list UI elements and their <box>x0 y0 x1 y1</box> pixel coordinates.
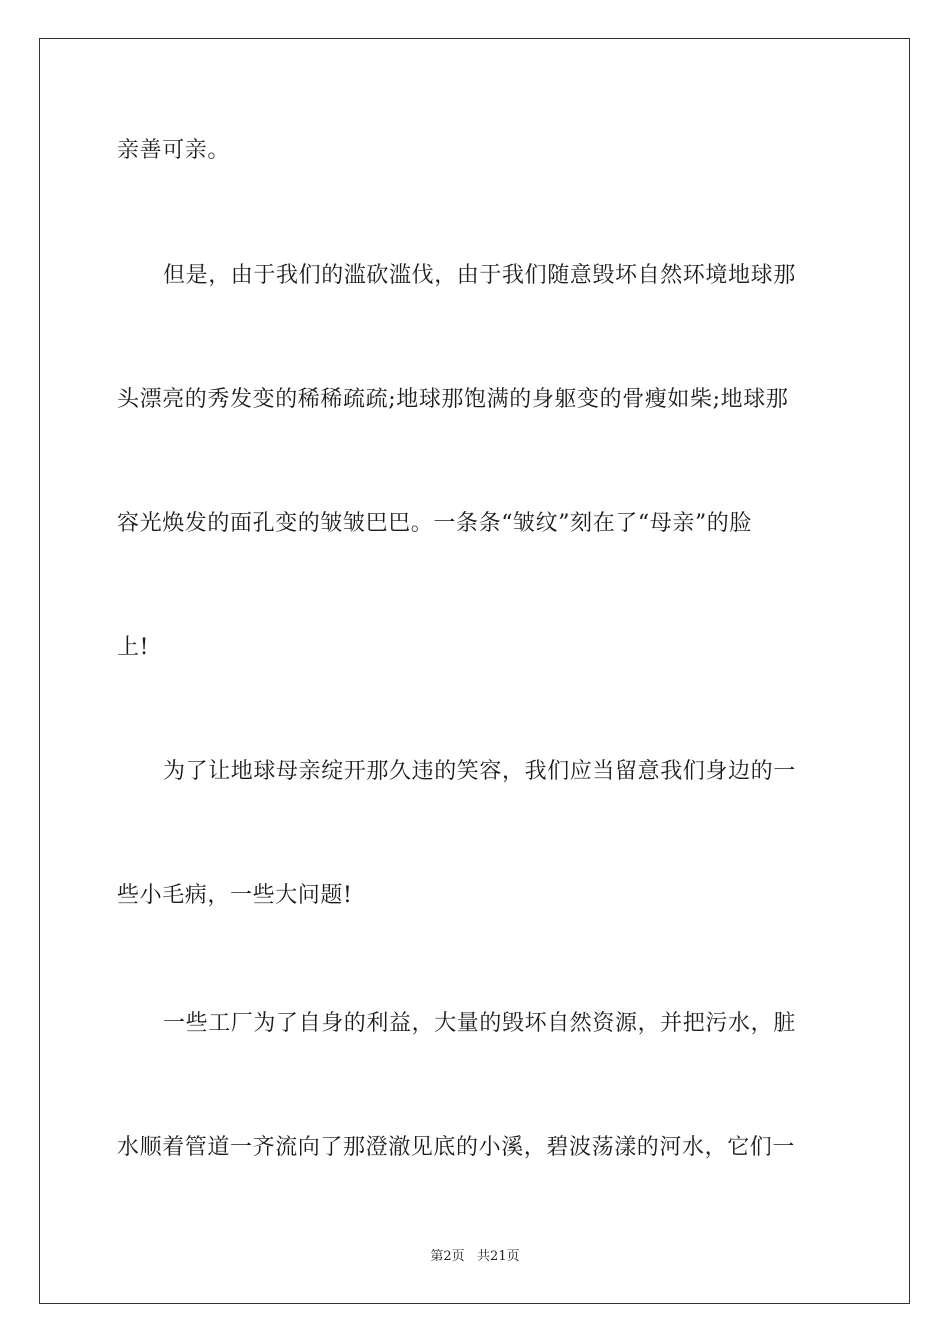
text-line-4: 容光焕发的面孔变的皱皱巴巴。一条条“皱纹”刻在了“母亲”的脸 <box>117 511 752 536</box>
text-line-9: 水顺着管道一齐流向了那澄澈见底的小溪，碧波荡漾的河水，它们一 <box>117 1135 796 1160</box>
text-line-7: 些小毛病，一些大问题! <box>117 883 353 908</box>
text-line-6: 为了让地球母亲绽开那久违的笑容，我们应当留意我们身边的一 <box>163 759 796 784</box>
text-line-2: 但是，由于我们的滥砍滥伐，由于我们随意毁坏自然环境地球那 <box>163 263 796 288</box>
text-line-5: 上! <box>117 635 150 660</box>
text-line-1: 亲善可亲。 <box>117 138 231 163</box>
text-line-3: 头漂亮的秀发变的稀稀疏疏;地球那饱满的身躯变的骨瘦如柴;地球那 <box>117 387 789 412</box>
text-line-8: 一些工厂为了自身的利益，大量的毁坏自然资源，并把污水，脏 <box>163 1011 796 1036</box>
page-border <box>39 38 910 1304</box>
page-number-footer: 第2页 共21页 <box>430 1249 520 1264</box>
